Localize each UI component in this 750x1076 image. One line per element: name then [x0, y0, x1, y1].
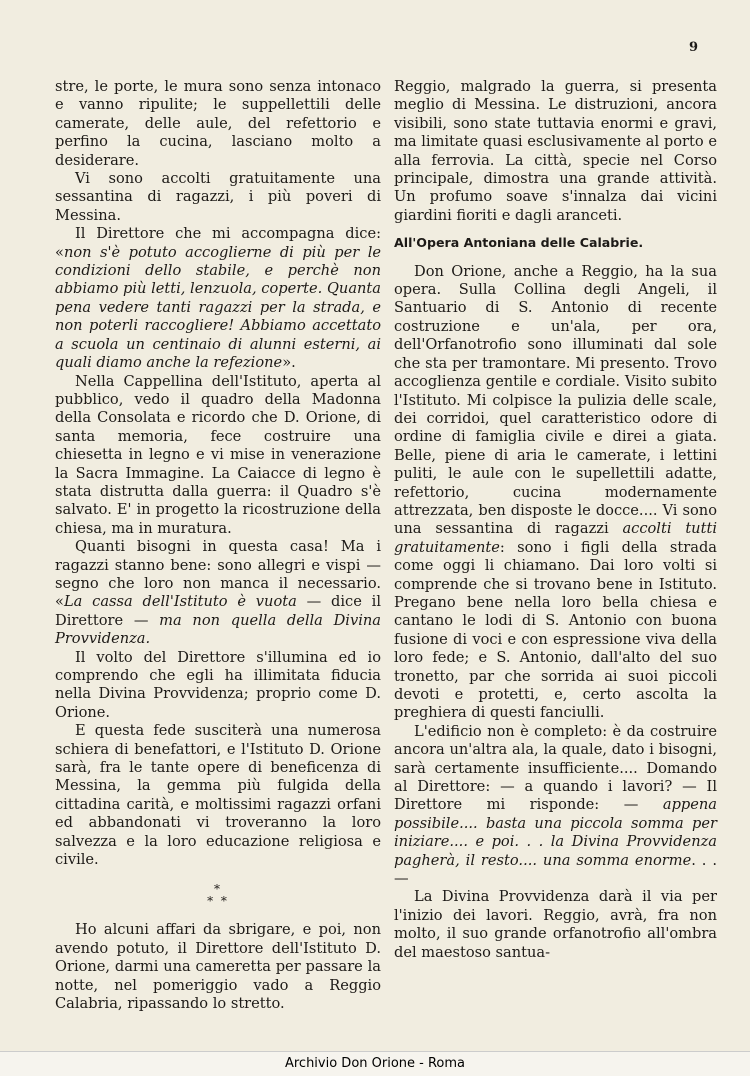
- asterism-separator: * * *: [207, 882, 229, 909]
- page-number: 9: [688, 40, 698, 55]
- text-run: . . . —: [394, 851, 717, 888]
- italic-phrase: accolti tutti gratuitamente: [394, 520, 717, 556]
- paragraph: La Divina Provvidenza darà il via per l'inizio dei lavori. Reggio, avrà, fra non molto, il suo grande orfanotrofio all'ombra del maestoso santua-: [394, 888, 717, 961]
- text-run: Don Orione, anche a Reggio, ha la sua opera. Sulla Collina degli Angeli, il Santuario di S. Antonio di recente costruzione e un'ala, per ora, dell'Orfanotrofio sono illuminati dal sole che sta per tramontare. Mi presento. Trovo accoglienza gentile e cordiale. Visito subito l'Istituto. Mi colpisce la pulizia delle scale, dei corridoi, quel caratteristico odore di ordine di famiglia civile e direi a giata. Belle, piene di aria le camerate, i lettini puliti, le aule con le supellettili adatte, refettorio, cucina modernamente attrezzata, ben disposte le docce.... Vi sono una sessantina di ragazzi: [394, 262, 717, 538]
- text-run: : sono i figli della strada come oggi li chiamano. Dai loro volti si comprende che si trovano bene in Istituto. Pregano bene nella loro bella chiesa e cantano le lodi di S. Antonio con buona fusione di voci e con espressione viva della loro fede; e S. Antonio, dall'alto del suo tronetto, par che sorrida ai suoi piccoli devoti e protetti, e, certo ascolta la preghiera di questi fanciulli.: [394, 538, 717, 722]
- italic-quote: La cassa dell'Istituto è vuota: [63, 593, 297, 611]
- paragraph: Reggio, malgrado la guerra, si presenta meglio di Messina. Le distruzioni, ancora visibili, sono state tuttavia enormi e gravi, ma limitate quasi esclusivamente al porto e alla ferrovia. La città, specie nel Corso principale, dimostra una grande attività. Un profumo soave s'innalza dai vicini giardini fioriti e dagli aranceti.: [394, 78, 717, 224]
- text-run: Il Direttore che mi accompagna dice: «: [55, 225, 381, 261]
- paragraph: Nella Cappellina dell'Istituto, aperta al pubblico, vedo il quadro della Madonna della Consolata e ricordo che D. Orione, di santa memoria, fece costruire una chiesetta in legno e vi mise in venerazione la Sacra Immagine. La Caiacce di legno è stata distrutta dalla guerra: il Quadro s'è salvato. E' in progetto la ricostruzione della chiesa, ma in muratura.: [55, 372, 381, 537]
- italic-quote: appena possibile.... basta una piccola somma per iniziare.... e poi. . . la Divina Provvidenza pagherà, il resto.... una somma enorme: [394, 796, 717, 869]
- archive-footer: Archivio Don Orione - Roma: [0, 1051, 750, 1076]
- paragraph: Il volto del Direttore s'illumina ed io comprendo che egli ha illimitata fiducia nella Divina Provvidenza; proprio come D. Orione.: [55, 648, 381, 721]
- text-run: — dice il Direttore —: [55, 593, 381, 629]
- paragraph: [394, 723, 717, 889]
- right-column: [394, 78, 717, 962]
- paragraph: Ho alcuni affari da sbrigare, e poi, non avendo potuto, il Direttore dell'Istituto D. Orione, darmi una cameretta per passare la notte, nel pomeriggio vado a Reggio Calabria, ripassando lo stretto.: [55, 921, 381, 1013]
- text-run: L'edificio non è completo: è da costruire ancora un'altra ala, la quale, dato i bisogni, sarà certamente insufficiente.... Domando al Direttore: — a quando i lavori? — Il Direttore mi risponde: —: [394, 722, 717, 814]
- italic-quote: non s'è potuto accoglierne di più per le condizioni dello stabile, e perchè non abbiamo più letti, lenzuola, coperte. Quanta pena vedere tanti ragazzi per la strada, e non poterli raccogliere! Abbiamo accettato a scuola un centinaio di alunni esterni, ai quali diamo anche la refezione: [55, 243, 381, 372]
- text-run: ».: [282, 354, 296, 372]
- text-run: Quanti bisogni in questa casa! Ma i ragazzi stanno bene: sono allegri e vispi — segno che loro non manca il necessario. «: [55, 538, 381, 611]
- paragraph: [55, 538, 381, 648]
- left-column: [55, 78, 381, 1014]
- paragraph: stre, le porte, le mura sono senza intonaco e vanno ripulite; le suppellettili delle camerate, delle aule, del refettorio e perfino la cucina, lasciano molto a desiderare.: [55, 78, 381, 169]
- paragraph: [394, 263, 717, 723]
- paragraph: Vi sono accolti gratuitamente una sessantina di ragazzi, i più poveri di Messina.: [55, 170, 381, 224]
- section-heading: All'Opera Antoniana delle Calabrie.: [394, 235, 644, 251]
- paragraph: [55, 225, 381, 372]
- paragraph: E questa fede susciterà una numerosa schiera di benefattori, e l'Istituto D. Orione sarà, fra le tante opere di beneficenza di Messina, la gemma più fulgida della cittadina carità, e moltissimi ragazzi orfani ed abbandonati vi troveranno la loro salvezza e la loro educazione religiosa e civile.: [55, 722, 381, 869]
- italic-quote: ma non quella della Divina Provvidenza.: [55, 611, 381, 648]
